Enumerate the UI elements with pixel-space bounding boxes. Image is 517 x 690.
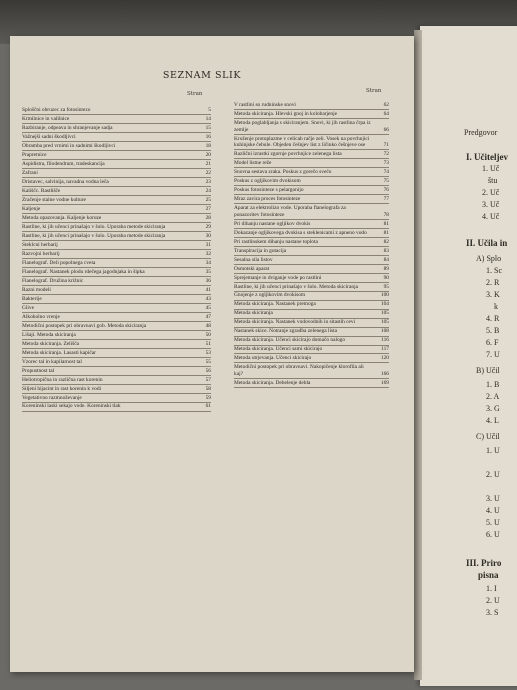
right-page — [420, 26, 517, 686]
entry-title: Pri dihanju nastane ogljikov dvokis — [234, 220, 311, 227]
contents-line: 2. Uč — [482, 188, 500, 197]
book-gutter — [414, 30, 422, 680]
figure-list-entry — [22, 116, 211, 124]
entry-page-number: 25 — [205, 196, 211, 203]
entry-title: Kroženje protoplazme v celicah račje zeli. Vosek na povrhnjici kuhinjske čebule. Objeden češnjev list z ličinko češnjeve ose — [234, 135, 370, 149]
entry-page-number: 90 — [383, 274, 389, 281]
entry-title: Rastline, ki jih učenci prinašajo v šolo. Uporaba metode skiciranja — [22, 232, 166, 239]
figure-list-entry — [22, 125, 211, 133]
entry-title: Transpiracija in gutacija — [234, 247, 287, 254]
contents-line: 3. K — [486, 290, 500, 299]
figure-list-entry — [22, 152, 211, 160]
figure-list-entry — [234, 136, 389, 151]
contents-line: B) Učil — [476, 366, 500, 375]
entry-page-number: 66 — [383, 126, 389, 133]
entry-title: Metoda skiciranja. Nastanek vodovodnih in sitastih cevi — [234, 319, 356, 326]
figure-list-entry — [234, 187, 389, 195]
contents-line: 3. S — [486, 608, 499, 617]
entry-title: Alkoholno vrenje — [22, 313, 60, 320]
figure-list-entry — [22, 224, 211, 232]
figure-list-entry — [22, 386, 211, 394]
entry-page-number: 81 — [383, 229, 389, 236]
entry-title: Vegetativno razmnoževanje — [22, 394, 82, 401]
entry-title: Vzorec tal in kapilarnost tal — [22, 358, 82, 365]
figure-list-entry — [234, 364, 389, 379]
entry-page-number: 169 — [380, 379, 389, 386]
figure-list-entry — [22, 260, 211, 268]
entry-page-number: 47 — [205, 313, 211, 320]
figure-list-entry — [234, 239, 389, 247]
figure-list-entry — [234, 380, 389, 388]
contents-line: A) Splo — [476, 254, 502, 263]
entry-title: Lišaji. Metoda skiciranja — [22, 331, 76, 338]
figure-list-entry — [22, 179, 211, 187]
entry-title: Osmotski aparat — [234, 265, 270, 272]
figure-list-entry — [234, 160, 389, 168]
entry-page-number: 55 — [205, 358, 211, 365]
entry-title: Razbiranje, odpeava in shranjevanje sadja — [22, 124, 113, 131]
entry-page-number: 75 — [383, 178, 389, 185]
figure-list-right-column — [234, 102, 389, 389]
entry-page-number: 62 — [383, 102, 389, 108]
figure-list-entry — [22, 161, 211, 169]
entry-title: Metoda skiciranja. Učenci sami skicirajo — [234, 346, 323, 353]
figure-list-entry — [22, 215, 211, 223]
entry-title: Sprejemanje in dviganje vode po rastlini — [234, 274, 322, 281]
entry-title: Gnojenje z ogljikovim dvokisom — [234, 292, 306, 299]
entry-title: Mraz zavira proces fotosinteze — [234, 196, 301, 203]
entry-title: Različni izrastki zgornje povrhnjice zelenega lista — [234, 151, 342, 158]
entry-title: Zračenje stalne vodne kulture — [22, 196, 86, 203]
figure-list-entry — [22, 359, 211, 367]
figure-list-entry — [22, 206, 211, 214]
figure-list-entry — [22, 395, 211, 403]
entry-title: Obramba pred vrnimi in sadnimi škodljivci — [22, 142, 116, 149]
entry-title: Rastline, ki jih učenci prinašajo v šolo. Metoda skiciranja — [234, 283, 358, 290]
figure-list-entry — [234, 120, 389, 135]
contents-line: štu — [488, 176, 498, 185]
figure-list-entry — [234, 328, 389, 336]
entry-title: Kališčc. Rastlišče — [22, 187, 61, 194]
entry-title: Bakterije — [22, 295, 42, 302]
entry-title: Krmilnice in valilnice — [22, 115, 70, 122]
figure-list-entry — [234, 102, 389, 110]
entry-title: Metoda utrjevanja. Učenci skicirajo — [234, 355, 312, 362]
entry-title: Kaljenje — [22, 205, 41, 212]
figure-list-entry — [22, 314, 211, 322]
entry-title: Glive — [22, 304, 34, 311]
entry-page-number: 20 — [205, 151, 211, 158]
figure-list-entry — [234, 221, 389, 229]
entry-title: Aspidistra, filodendrum, tradeskancija — [22, 160, 105, 167]
contents-line: 7. U — [486, 350, 500, 359]
entry-page-number: 74 — [383, 169, 389, 176]
entry-title: Snovna sestava zraka. Poskus z gorečo svečo — [234, 169, 332, 176]
contents-line: 2. U — [486, 470, 500, 479]
entry-page-number: 89 — [383, 265, 389, 272]
contents-line: 3. U — [486, 494, 500, 503]
entry-title: Flanelograf. Družina križnic — [22, 277, 84, 284]
entry-page-number: 48 — [205, 322, 211, 329]
figure-list-entry — [234, 257, 389, 265]
entry-title: Metoda skiciranja. Nastanek premoga — [234, 301, 316, 308]
entry-page-number: 29 — [205, 223, 211, 230]
contents-line: Predgovor — [464, 128, 498, 137]
entry-page-number: 105 — [380, 310, 389, 317]
figure-list-entry — [22, 332, 211, 340]
contents-line: 5. U — [486, 518, 500, 527]
entry-page-number: 18 — [205, 142, 211, 149]
entry-page-number: 100 — [380, 292, 389, 299]
figure-list-entry — [22, 134, 211, 142]
figure-list-entry — [22, 296, 211, 304]
entry-title: Propustnost tal — [22, 367, 55, 374]
entry-page-number: 53 — [205, 349, 211, 356]
entry-title: Sesalna sila listov — [234, 256, 273, 263]
entry-page-number: 120 — [380, 355, 389, 362]
entry-page-number: 82 — [383, 238, 389, 245]
entry-title: Metodični postopek pri obravnavi gob. Metoda skiciranja — [22, 322, 147, 329]
entry-title: V rastlini so rudninske snovi — [234, 102, 296, 108]
entry-title: Prapretnice — [22, 151, 47, 158]
entry-page-number: 28 — [205, 214, 211, 221]
entry-page-number: 105 — [380, 319, 389, 326]
figure-list-entry — [234, 196, 389, 204]
contents-line: 2. A — [486, 392, 500, 401]
figure-list-entry — [22, 251, 211, 259]
entry-page-number: 16 — [205, 133, 211, 140]
contents-line: 3. G — [486, 404, 500, 413]
figure-list-entry — [22, 188, 211, 196]
entry-title: Dokazanje ogljikovega dvokisa s steklenicami z apneno vodo — [234, 229, 367, 236]
entry-page-number: 5 — [208, 107, 211, 113]
entry-page-number: 45 — [205, 304, 211, 311]
entry-page-number: 57 — [205, 376, 211, 383]
contents-line: II. Učila in — [466, 238, 508, 248]
figure-list-entry — [234, 346, 389, 354]
contents-line: I. Učiteljev — [466, 152, 508, 162]
figure-list-entry — [22, 242, 211, 250]
entry-title: Siljeni hijacint in rast korenin k vodi — [22, 385, 102, 392]
entry-page-number: 104 — [380, 301, 389, 308]
entry-title: Nastanek skice. Notranje zgradba zelenega lista — [234, 328, 337, 335]
contents-line: 4. L — [486, 416, 499, 425]
entry-title: Pri rastlinskem dihanju nastane toplota — [234, 238, 318, 245]
figure-list-entry — [234, 355, 389, 363]
contents-line: 1. I — [486, 584, 497, 593]
contents-line: 5. B — [486, 326, 500, 335]
figure-list-entry — [22, 403, 211, 411]
entry-page-number: 83 — [383, 247, 389, 254]
entry-title: Sploščni obruzec za fotosintezo — [22, 107, 91, 113]
entry-page-number: 61 — [205, 403, 211, 410]
contents-line: 2. R — [486, 278, 500, 287]
entry-page-number: 73 — [383, 160, 389, 167]
entry-title: Poskus z ogljikovim dvokisom — [234, 178, 301, 185]
figure-list-entry — [234, 111, 389, 119]
entry-page-number: 21 — [205, 160, 211, 167]
entry-title: Poskus fotosinteze s pelargonijo — [234, 187, 304, 194]
contents-line: C) Učil — [476, 432, 500, 441]
figure-list-entry — [234, 178, 389, 186]
entry-page-number: 31 — [205, 241, 211, 248]
figure-list-entry — [234, 151, 389, 159]
page-number-header-left: Stran — [187, 91, 203, 97]
contents-line: 1. Uč — [482, 164, 500, 173]
contents-line: 1. B — [486, 380, 500, 389]
entry-title: Aparat za elektrolizo vode. Uporaba flanelografa za ponazoritev fotosinteze — [234, 205, 346, 218]
figure-list-entry — [22, 170, 211, 178]
entry-page-number: 34 — [205, 259, 211, 266]
contents-line: 1. U — [486, 446, 500, 455]
entry-title: Koreninski laski sekajo vode. Koreninski tlak — [22, 403, 121, 410]
entry-page-number: 166 — [380, 370, 389, 377]
figure-list-entry — [22, 368, 211, 376]
entry-page-number: 14 — [205, 115, 211, 122]
figure-list-entry — [234, 337, 389, 345]
entry-page-number: 32 — [205, 250, 211, 257]
figure-list-entry — [22, 341, 211, 349]
entry-page-number: 76 — [383, 187, 389, 194]
figure-list-entry — [22, 350, 211, 358]
entry-title: Metodični postopek pri obravnavi. Nakopičenje klorofila ali kaj? — [234, 364, 364, 377]
figure-list-entry — [234, 248, 389, 256]
entry-title: Važnejši sadni škodljivci — [22, 133, 76, 140]
entry-title: Flanelograf. Nastanek plodu rdečega jagodnjaka in šipka — [22, 268, 145, 275]
figure-list-entry — [234, 205, 389, 220]
entry-page-number: 23 — [205, 178, 211, 185]
entry-title: Metoda skiciranja. Lasasti kapičar — [22, 349, 96, 356]
figure-list-entry — [234, 284, 389, 292]
contents-line: 6. U — [486, 530, 500, 539]
entry-page-number: 58 — [205, 385, 211, 392]
entry-page-number: 36 — [205, 277, 211, 284]
entry-title: Steklcni herbarij — [22, 241, 58, 248]
entry-page-number: 116 — [381, 337, 389, 344]
entry-page-number: 24 — [205, 187, 211, 194]
entry-title: Model listne reže — [234, 160, 272, 167]
entry-title: Rastline, ki jih učenci prinašajo v šolo. Uporaba metode skiciranja — [22, 223, 166, 230]
figure-list-entry — [22, 107, 211, 115]
figure-list-entry — [234, 292, 389, 300]
figure-list-entry — [22, 323, 211, 331]
entry-page-number: 95 — [383, 283, 389, 290]
contents-line: 4. R — [486, 314, 500, 323]
page-title: SEZNAM SLIK — [162, 70, 242, 81]
figure-list-entry — [22, 278, 211, 286]
contents-line: 4. U — [486, 506, 500, 515]
contents-line: 1. Sc — [486, 266, 502, 275]
entry-title: Metoda skiciranja. Zeliščа — [22, 340, 80, 347]
entry-page-number: 64 — [383, 110, 389, 117]
entry-title: Metoda poglabljanja s skiciranjem. Snovi, ki jih rastlina črpa iz zemlje — [234, 119, 371, 133]
contents-line: k — [494, 302, 498, 311]
entry-title: Flanelograf. Deli popolnega cveta — [22, 259, 96, 266]
contents-line: 4. Uč — [482, 212, 500, 221]
entry-page-number: 84 — [383, 256, 389, 263]
entry-title: Razni modeli — [22, 286, 51, 293]
entry-page-number: 30 — [205, 232, 211, 239]
figure-list-entry — [22, 377, 211, 385]
contents-line: III. Priro — [466, 558, 502, 568]
figure-list-entry — [22, 197, 211, 205]
figure-list-entry — [234, 169, 389, 177]
entry-page-number: 22 — [205, 169, 211, 176]
figure-list-entry — [22, 305, 211, 313]
entry-title: Zafrani — [22, 169, 38, 176]
entry-page-number: 81 — [383, 220, 389, 227]
entry-page-number: 43 — [205, 295, 211, 302]
entry-page-number: 77 — [383, 196, 389, 203]
figure-list-entry — [234, 230, 389, 238]
page-number-header-right: Stran — [366, 88, 382, 94]
entry-page-number: 35 — [205, 268, 211, 275]
figure-list-entry — [22, 233, 211, 241]
entry-title: Metoda skiciranja. Debelenje debla — [234, 379, 311, 386]
entry-title: Metoda skiciranja. Učenci skicirajo domačo nalogo — [234, 337, 346, 344]
entry-title: Metoda skiciranja. Hlevski gnoj in kolobarjenje — [234, 110, 337, 117]
entry-page-number: 78 — [383, 211, 389, 218]
contents-line: pisna — [478, 570, 499, 580]
entry-page-number: 51 — [205, 340, 211, 347]
figure-list-entry — [22, 143, 211, 151]
entry-page-number: 108 — [380, 328, 389, 335]
figure-list-entry — [22, 269, 211, 277]
contents-line: 6. F — [486, 338, 499, 347]
entry-title: Metoda opazovanja. Kaljenje koruze — [22, 214, 102, 221]
entry-page-number: 41 — [205, 286, 211, 293]
contents-line: 3. Uč — [482, 200, 500, 209]
entry-page-number: 59 — [205, 394, 211, 401]
entry-page-number: 117 — [381, 346, 389, 353]
entry-page-number: 71 — [383, 142, 389, 149]
entry-page-number: 50 — [205, 331, 211, 338]
figure-list-entry — [234, 266, 389, 274]
entry-title: Metoda skiciranja — [234, 310, 273, 317]
entry-title: Dristavec, salvinija, navadna vodna leča — [22, 178, 109, 185]
figure-list-entry — [234, 310, 389, 318]
entry-title: Razvojni herbarij — [22, 250, 60, 257]
figure-list-entry — [22, 287, 211, 295]
figure-list-entry — [234, 319, 389, 327]
entry-page-number: 15 — [205, 124, 211, 131]
entry-page-number: 56 — [205, 367, 211, 374]
entry-page-number: 72 — [383, 151, 389, 158]
entry-title: Heliotropična in različna rast korenin — [22, 376, 103, 383]
entry-page-number: 27 — [205, 205, 211, 212]
figure-list-left-column — [22, 107, 211, 412]
figure-list-entry — [234, 275, 389, 283]
figure-list-entry — [234, 301, 389, 309]
contents-line: 2. U — [486, 596, 500, 605]
